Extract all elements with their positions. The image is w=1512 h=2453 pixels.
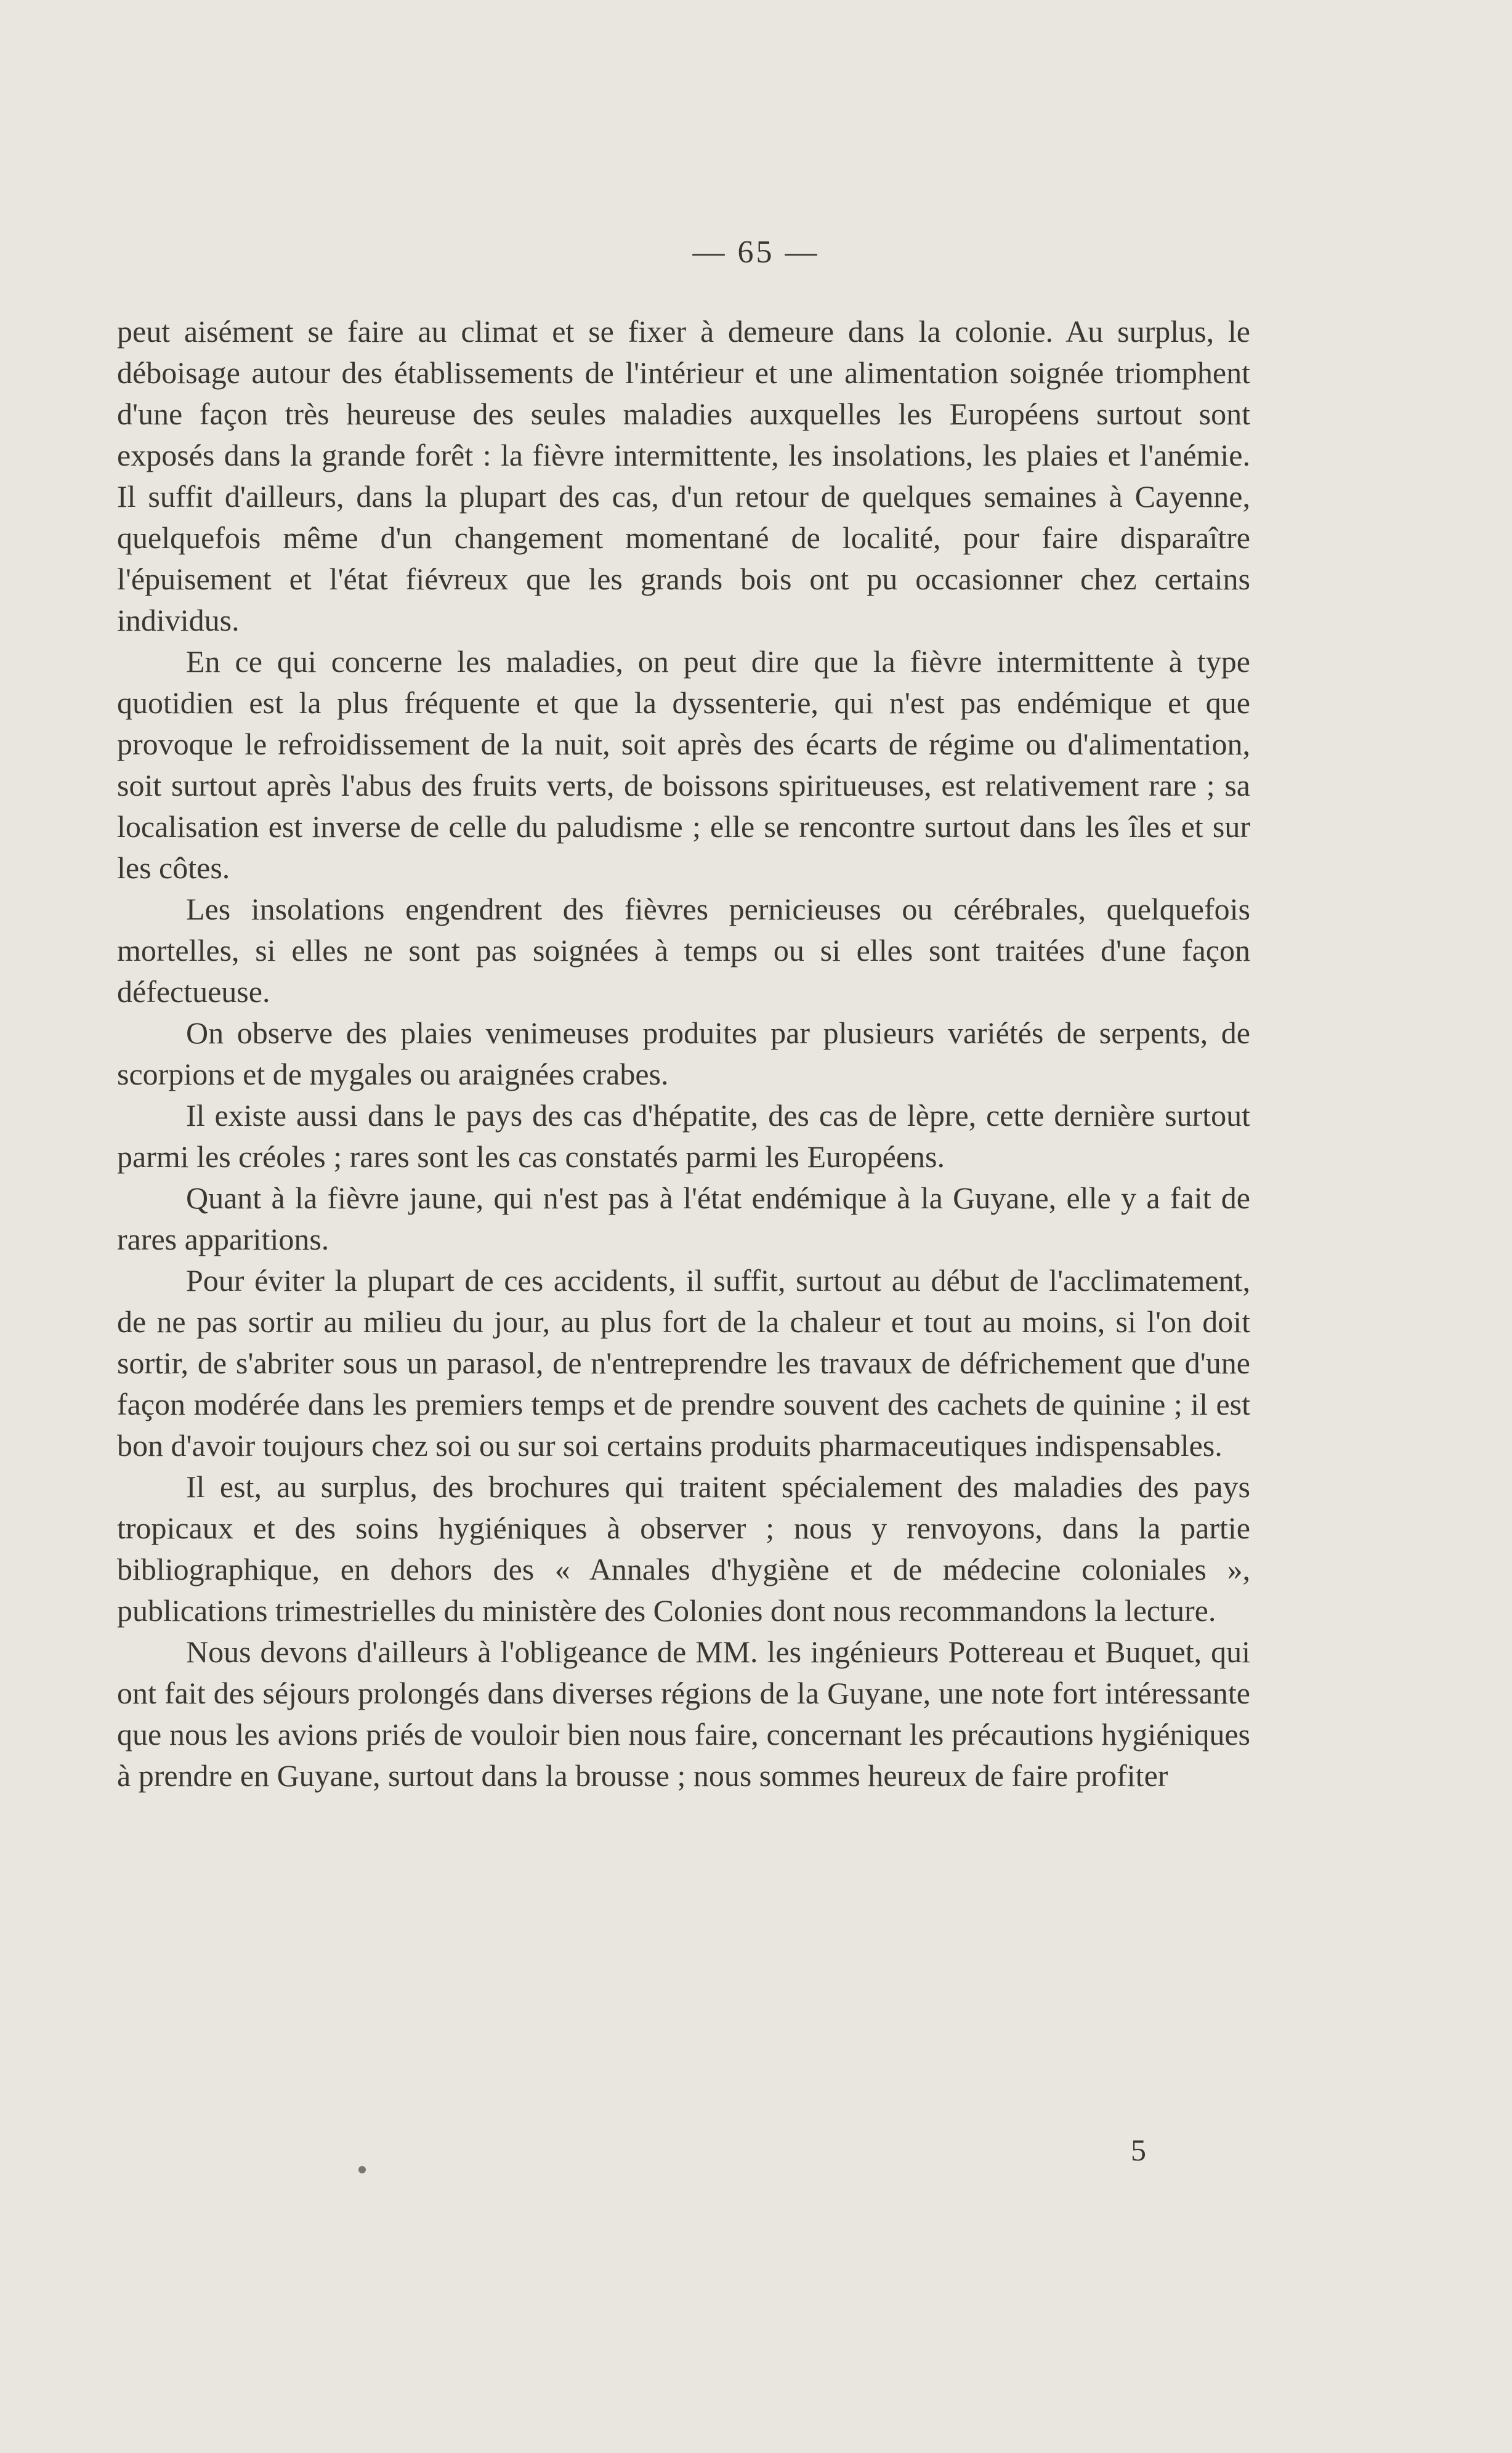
- paragraph-6: Quant à la fièvre jaune, qui n'est pas à l'état endémique à la Guyane, elle y a fait de rares apparitions.: [117, 1181, 1250, 1256]
- paragraph-7: Pour éviter la plupart de ces accidents, il suffit, surtout au début de l'acclimatement, de ne pas sortir au milieu du jour, au plus fort de la chaleur et tout au moins, si l'on doit sortir, de s'abriter sous un parasol, de n'entreprendre les travaux de défrichement que d'une façon modérée dans les premiers temps et de prendre souvent des cachets de quinine ; il est bon d'avoir toujours chez soi ou sur soi certains produits pharmaceutiques indispensables.: [117, 1263, 1250, 1463]
- paragraph-5: Il existe aussi dans le pays des cas d'hépatite, des cas de lèpre, cette dernière surtout parmi les créoles ; rares sont les cas constatés parmi les Européens.: [117, 1098, 1250, 1174]
- paragraph-2: En ce qui concerne les maladies, on peut dire que la fièvre intermittente à type quotidien est la plus fréquente et que la dyssenterie, qui n'est pas endémique et que provoque le refroidissement de la nuit, soit après des écarts de régime ou d'alimentation, soit surtout après l'abus des fruits verts, de boissons spiritueuses, est relativement rare ; sa localisation est inverse de celle du paludisme ; elle se rencontre surtout dans les îles et sur les côtes.: [117, 644, 1250, 885]
- paragraph-4: On observe des plaies venimeuses produites par plusieurs variétés de serpents, de scorpions et de mygales ou araignées crabes.: [117, 1016, 1250, 1091]
- body-text: [117, 311, 1250, 1796]
- signature-mark: 5: [1131, 2133, 1146, 2167]
- ink-speck: [358, 2166, 366, 2173]
- page-number-header: — 65 —: [692, 235, 820, 270]
- paragraph-1: peut aisément se faire au climat et se fixer à demeure dans la colonie. Au surplus, le déboisage autour des établissements de l'intérieur et une alimentation soignée triomphent d'une façon très heureuse des seules maladies auxquelles les Européens surtout sont exposés dans la grande forêt : la fièvre intermittente, les insolations, les plaies et l'anémie. Il suffit d'ailleurs, dans la plupart des cas, d'un retour de quelques semaines à Cayenne, quelquefois même d'un changement momentané de localité, pour faire disparaître l'épuisement et l'état fiévreux que les grands bois ont pu occasionner chez certains individus.: [117, 314, 1250, 637]
- paragraph-8: Il est, au surplus, des brochures qui traitent spécialement des maladies des pays tropicaux et des soins hygiéniques à observer ; nous y renvoyons, dans la partie bibliographique, en dehors des « Annales d'hygiène et de médecine coloniales », publications trimestrielles du ministère des Colonies dont nous recommandons la lecture.: [117, 1469, 1250, 1628]
- paragraph-9: Nous devons d'ailleurs à l'obligeance de MM. les ingénieurs Pottereau et Buquet, qui ont fait des séjours prolongés dans diverses régions de la Guyane, une note fort intéressante que nous les avions priés de vouloir bien nous faire, concernant les précautions hygiéniques à prendre en Guyane, surtout dans la brousse ; nous sommes heureux de faire profiter: [117, 1635, 1250, 1793]
- paragraph-3: Les insolations engendrent des fièvres pernicieuses ou cérébrales, quelquefois mortelles, si elles ne sont pas soignées à temps ou si elles sont traitées d'une façon défectueuse.: [117, 892, 1250, 1009]
